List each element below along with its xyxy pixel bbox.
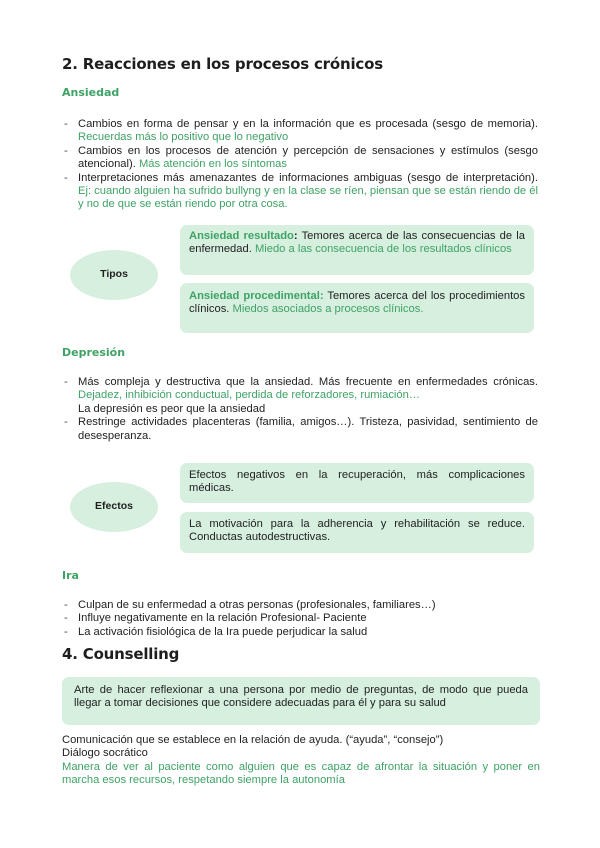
list-item: - Cambios en forma de pensar y en la información que es procesada (sesgo de memoria). Recuerdas más lo positivo que lo negativo — [64, 118, 538, 145]
efectos-oval: Efectos — [70, 482, 158, 532]
term: Ansiedad resultado — [189, 230, 294, 242]
list-item: - Interpretaciones más amenazantes de informaciones ambiguas (sesgo de interpretación). Ej: cuando alguien ha sufrido bullyng y en la clase se ríen, piensan que se están riendo de él y no de que se están riendo por otra cosa. — [64, 172, 538, 212]
section-title: 2. Reacciones en los procesos crónicos — [62, 55, 383, 73]
section-title: 4. Counselling — [62, 645, 180, 663]
definition-box: Arte de hacer reflexionar a una persona por medio de preguntas, de modo que pueda llegar a tomar decisiones que considere adecuadas para él y para su salud — [62, 677, 540, 725]
list-item: - Restringe actividades placenteras (familia, amigos…). Tristeza, pasividad, sentimiento de desesperanza. — [64, 416, 538, 443]
counselling-text: Comunicación que se establece en la relación de ayuda. (“ayuda”, “consejo”) Diálogo socrático Manera de ver al paciente como alguien que es capaz de afrontar la situación y poner en marcha esos recursos, respetando siempre la autonomía — [62, 734, 540, 787]
example-note: Miedos asociados a procesos clínicos. — [232, 303, 424, 316]
list-item: - La activación fisiológica de la Ira puede perjudicar la salud — [64, 626, 538, 639]
efecto-box: La motivación para la adherencia y rehabilitación se reduce. Conductas autodestructivas. — [180, 512, 534, 553]
ira-heading: Ira — [62, 569, 79, 582]
tipo-procedimental-box: Ansiedad procedimental: Temores acerca del los procedimientos clínicos. Miedos asociados a procesos clínicos. — [180, 283, 534, 333]
example-note: Manera de ver al paciente como alguien que es capaz de afrontar la situación y poner en marcha esos recursos, respetando siempre la autonomía — [62, 760, 540, 787]
tipos-oval: Tipos — [70, 250, 158, 300]
depresion-list — [64, 376, 538, 443]
example-note: Miedo a las consecuencia de los resultados clínicos — [254, 243, 512, 256]
ansiedad-heading: Ansiedad — [62, 86, 120, 99]
ansiedad-list — [64, 118, 538, 212]
list-item: - Cambios en los procesos de atención y percepción de sensaciones y estímulos (sesgo atencional). Más atención en los síntomas — [64, 145, 538, 172]
term: Ansiedad procedimental: — [189, 290, 324, 302]
example-note: Más atención en los síntomas — [138, 158, 287, 171]
example-note: Recuerdas más lo positivo que lo negativo — [78, 131, 289, 144]
example-note: Dejadez, inhibición conductual, perdida de reforzadores, rumiación… — [78, 389, 421, 402]
list-item: - Más compleja y destructiva que la ansiedad. Más frecuente en enfermedades crónicas. Dejadez, inhibición conductual, perdida de reforzadores, rumiación… La depresión es peor que la ansiedad — [64, 376, 538, 416]
list-item: - Culpan de su enfermedad a otras personas (profesionales, familiares…) — [64, 599, 538, 612]
list-item: - Influye negativamente en la relación Profesional- Paciente — [64, 612, 538, 625]
tipo-resultado-box: Ansiedad resultado: Temores acerca de las consecuencias de la enfermedad. Miedo a las consecuencia de los resultados clínicos — [180, 225, 534, 275]
efecto-box: Efectos negativos en la recuperación, más complicaciones médicas. — [180, 463, 534, 503]
example-note: Ej: cuando alguien ha sufrido bullyng y en la clase se ríen, piensan que se están riendo de él y no de que se están riendo por otra cosa. — [78, 185, 538, 211]
ira-list — [64, 599, 538, 639]
depresion-heading: Depresión — [62, 346, 126, 359]
